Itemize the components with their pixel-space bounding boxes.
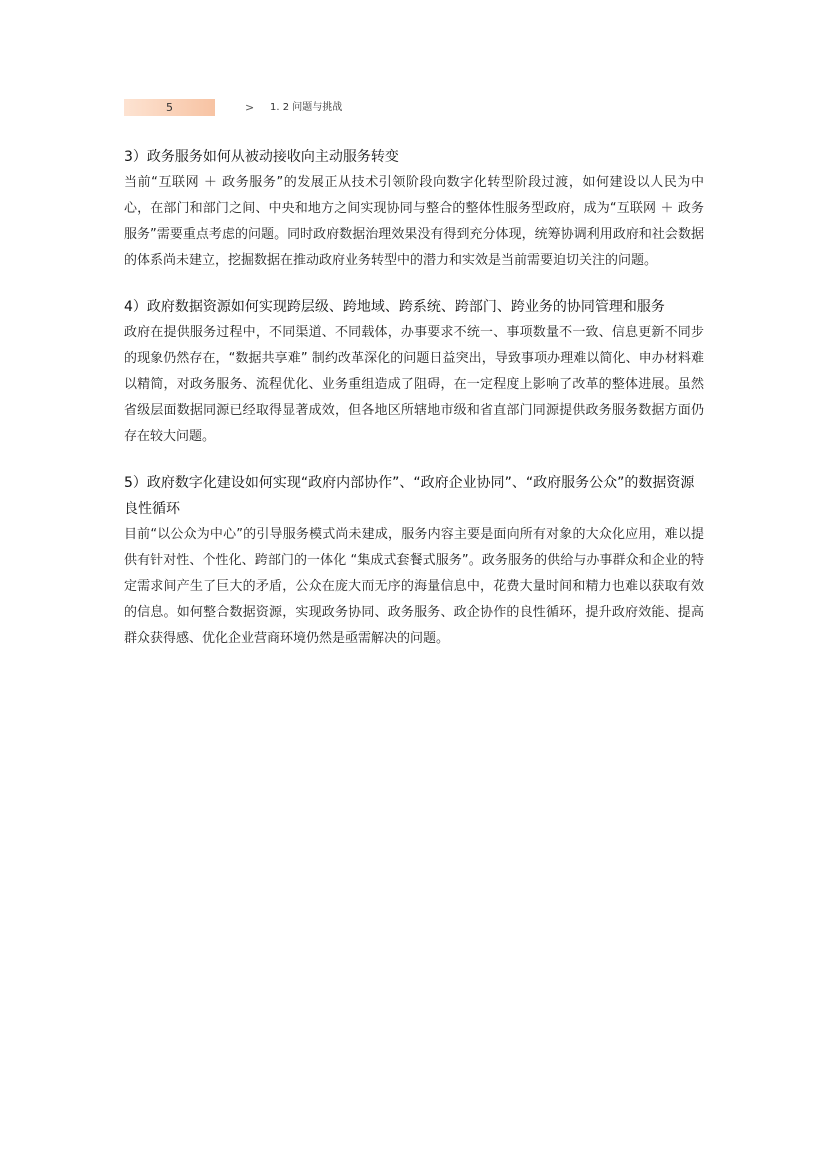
section-paragraph: 政府在提供服务过程中，不同渠道、不同载体，办事要求不统一、事项数量不一致、信息更新不同步的现象仍然存在，“数据共享难” 制约改革深化的问题日益突出，导致事项办理难以简化、申办材料难以精简，对政务服务、流程优化、业务重组造成了阻碍，在一定程度上影响了改革的整体进展。虽然省级层面数据同源已经取得显著成效，但各地区所辖地市级和省直部门同源提供政务服务数据方面仍存在较大问题。 <box>124 325 704 444</box>
section-paragraph: 目前“以公众为中心”的引导服务模式尚未建成，服务内容主要是面向所有对象的大众化应用，难以提供有针对性、个性化、跨部门的一体化 “集成式套餐式服务”。政务服务的供给与办事群众和企业的特定需求间产生了巨大的矛盾，公众在庞大而无序的海量信息中，花费大量时间和精力也难以获取有效的信息。如何整合数据资源，实现政务协同、政务服务、政企协作的良性循环，提升政府效能、提高群众获得感、优化企业营商环境仍然是亟需解决的问题。 <box>124 527 704 646</box>
section-4 <box>124 294 704 450</box>
page-number-badge: 5 <box>124 99 215 116</box>
document-body <box>124 144 704 672</box>
section-reference: 1. 2 问题与挑战 <box>270 102 343 113</box>
section-3 <box>124 144 704 274</box>
section-heading: 5）政府数字化建设如何实现“政府内部协作”、“政府企业协同”、“政府服务公众”的数据资源良性循环 <box>124 475 695 517</box>
page-header <box>124 99 724 116</box>
section-heading: 4）政府数据资源如何实现跨层级、跨地域、跨系统、跨部门、跨业务的协同管理和服务 <box>124 299 665 315</box>
section-heading: 3）政务服务如何从被动接收向主动服务转变 <box>124 149 399 165</box>
section-5 <box>124 470 704 652</box>
section-paragraph: 当前“互联网 ＋ 政务服务”的发展正从技术引领阶段向数字化转型阶段过渡，如何建设以人民为中心，在部门和部门之间、中央和地方之间实现协同与整合的整体性服务型政府，成为“互联网 ＋ 政务服务”需要重点考虑的问题。同时政府数据治理效果没有得到充分体现，统筹协调利用政府和社会数据的体系尚未建立，挖掘数据在推动政府业务转型中的潜力和实效是当前需要迫切关注的问题。 <box>124 175 704 268</box>
chevron-right-icon: > <box>245 101 255 114</box>
